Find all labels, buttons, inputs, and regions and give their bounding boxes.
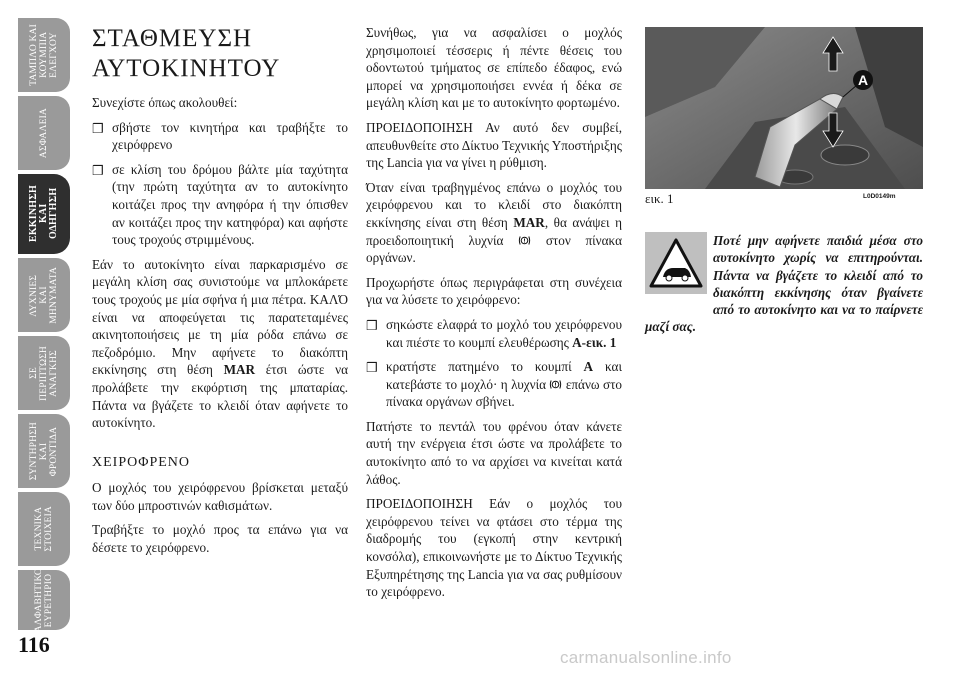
list-item-text: κρατήστε πατημένο το κουμπί xyxy=(386,359,584,375)
tab-label: ΑΛΦΑΒΗΤΙΚΟ ΕΥΡΕΤΗΡΙΟ xyxy=(34,567,54,633)
key-position-label: MAR xyxy=(223,362,256,378)
paragraph-text: Όταν είναι τραβηγμένος επάνω ο μοχλός του χειρόφρενου και το κλειδί στο διακόπτη εκκίνησης είναι στη θέση xyxy=(366,179,622,230)
paragraph: Πατήστε το πεντάλ του φρένου όταν κάνετε αυτή την ενέργεια έτσι ώστε να προλάβετε το αυτοκίνητο από το να αρχίσει να κινείται κατά λάθος. xyxy=(366,418,622,487)
tab-label: ΤΕΧΝΙΚΑ ΣΤΟΙΧΕΙΑ xyxy=(34,506,54,552)
brake-warning-lamp-icon xyxy=(549,379,562,390)
watermark[interactable]: carmanualsonline.info xyxy=(560,648,732,667)
callout-a-label: A xyxy=(857,72,869,88)
figure-code: L0D0149m xyxy=(863,193,896,200)
list-item xyxy=(366,316,622,351)
handbrake-illustration xyxy=(645,27,923,189)
chapter-tabs xyxy=(18,18,70,633)
tab-label: ΣΕ ΠΕΡΙΠΤΩΣΗ ΑΝΑΓΚΗΣ xyxy=(29,345,59,401)
brake-warning-lamp-icon xyxy=(518,235,531,246)
svg-text:!: ! xyxy=(523,237,526,244)
tab-maintenance[interactable] xyxy=(18,414,70,488)
paragraph-text: έτσι ώστε να προλάβετε την εκφόρτιση της μπαταρίας. Πάντα να βγάζετε το κλειδί όταν αφήνετε το αυτοκίνητο. xyxy=(92,362,348,431)
tab-label: ΛΥΧΝΙΕΣ ΚΑΙ ΜΗΝΥΜΑΤΑ xyxy=(29,266,59,324)
list-item xyxy=(92,119,348,154)
tab-label: ΣΥΝΤΗΡΗΣΗ ΚΑΙ ΦΡΟΝΤΙΔΑ xyxy=(29,421,59,481)
tab-index[interactable] xyxy=(18,567,70,633)
paragraph: Συνήθως, για να ασφαλίσει ο μοχλός χρησιμοποιεί τέσσερις ή πέντε θέσεις του οδοντωτού τμήματος σε επίπεδο έδαφος, ενώ μπορεί να χρησιμοποιήσει εννέα ή δέκα σε μεγάλη κλίση και με το αυτοκίνητο φορτωμένο. xyxy=(366,25,622,111)
column-left xyxy=(92,24,348,564)
checkbox-bullet-icon: ❒ xyxy=(366,317,378,333)
paragraph-text: , θα ανάψει η προειδοποιητική λυχνία xyxy=(366,214,622,248)
tab-safety[interactable] xyxy=(18,96,70,170)
paragraph: Ο μοχλός του χειρόφρενου βρίσκεται μεταξύ των δύο μπροστινών καθισμάτων. xyxy=(92,480,348,513)
tab-starting-driving[interactable] xyxy=(18,174,70,254)
list-item-text: σβήστε τον κινητήρα και τραβήξτε το χειρόφρενο xyxy=(112,119,348,153)
tab-dashboard-controls[interactable] xyxy=(18,18,70,92)
list-item-text: και κατεβάστε το μοχλό· η λυχνία xyxy=(386,359,622,392)
intro-text: Συνεχίστε όπως ακολουθεί: xyxy=(92,95,238,110)
checkbox-bullet-icon: ❒ xyxy=(92,162,104,178)
paragraph-text: στον πίνακα οργάνων. xyxy=(366,232,622,266)
handbrake-figure xyxy=(645,27,923,189)
key-position-label: MAR xyxy=(513,214,545,230)
tab-emergency[interactable] xyxy=(18,336,70,410)
title-line-1: ΣΤΑΘΜΕΥΣΗ xyxy=(92,25,253,52)
paragraph xyxy=(366,179,622,267)
page-title xyxy=(92,24,348,84)
list-item-text: σηκώστε ελαφρά το μοχλό του χειρόφρενου και πιέστε το κουμπί ελευθέρωσης xyxy=(386,316,622,350)
paragraph-text: Εάν το αυτοκίνητο είναι παρκαρισμένο σε μεγάλη κλίση σας συνιστούμε να μπλοκάρετε τους τροχούς με μία σφήνα ή μια πέτρα. ΚΑΛΌ είναι να αποφεύγεται τις παρατεταμένες ακινητοποιήσεις με τη μία ρόδα επάνω σε πεζοδρόμιο. Μην αφήνετε το διακόπτη εκκίνησης στη θέση xyxy=(92,256,348,378)
paragraph: Τραβήξτε το μοχλό προς τα επάνω για να δέσετε το χειρόφρενο. xyxy=(92,522,348,556)
column-middle xyxy=(366,24,622,608)
paragraph: Προχωρήστε όπως περιγράφεται στη συνέχεια για να λύσετε το χειρόφρενο: xyxy=(366,274,622,308)
tab-label: ΑΣΦΑΛΕΙΑ xyxy=(39,107,49,159)
tab-technical-data[interactable] xyxy=(18,492,70,566)
checkbox-bullet-icon: ❒ xyxy=(92,120,104,136)
section-heading: ΧΕΙΡΟΦΡΕΝΟ xyxy=(92,454,191,470)
list-item-text: σε κλίση του δρόμου βάλτε μία ταχύτητα (την πρώτη ταχύτητα αν το αυτοκίνητο κοιτάζει προς την ανηφόρα ή την όπισθεν αν κοιτάζει προς την κατηφόρα) και αφήστε τους τροχούς στριμμένους. xyxy=(112,161,348,248)
paragraph xyxy=(92,256,348,432)
list-item-text: επάνω στο πίνακα οργάνων σβήνει. xyxy=(386,376,622,410)
button-reference: A xyxy=(583,359,594,375)
checkbox-bullet-icon: ❒ xyxy=(366,360,378,376)
list-item xyxy=(92,161,348,249)
tab-lamps-messages[interactable] xyxy=(18,258,70,332)
title-line-2: ΑΥΤΟΚΙΝΗΤΟΥ xyxy=(92,55,281,82)
figure-caption: εικ. 1 xyxy=(645,191,674,206)
tab-label: ΤΑΜΠΛΟ ΚΑΙ ΚΟΥΜΠΙΑ ΕΛΕΓΧΟΥ xyxy=(29,24,59,86)
warning-note: Ποτέ μην αφήνετε παιδιά μέσα στο αυτοκίνητο χωρίς να επιτηρούνται. Πάντα να βγάζετε το κλειδί από το διακόπτη εκκίνησης όταν βγαίνετε από το αυτοκίνητο και να το παίρνετε μαζί σας. xyxy=(645,233,923,335)
tab-label: ΕΚΚΙΝΗΣΗ ΚΑΙ ΟΔΗΓΗΣΗ xyxy=(28,185,59,243)
paragraph: ΠΡΟΕΙΔΟΠΟΙΗΣΗ Αν αυτό δεν συμβεί, απευθυνθείτε στο Δίκτυο Τεχνικής Υποστήριξης της Lancia για να γίνει η ρύθμιση. xyxy=(366,119,622,171)
list-item xyxy=(366,358,622,411)
svg-text:!: ! xyxy=(554,382,558,389)
page-number: 116 xyxy=(18,632,50,657)
figure-reference: A-εικ. 1 xyxy=(572,334,617,350)
paragraph: ΠΡΟΕΙΔΟΠΟΙΗΣΗ Εάν ο μοχλός του χειρόφρενου τείνει να φτάσει στο τέρμα της διαδρομής του (εγκοπή στην κεντρική κονσόλα), επικοινωνήστε με το Δίκτυο Τεχνικής Εξυπηρέτησης της Lancia για να σας ρυθμίσουν το χειρόφρενο. xyxy=(366,496,622,600)
